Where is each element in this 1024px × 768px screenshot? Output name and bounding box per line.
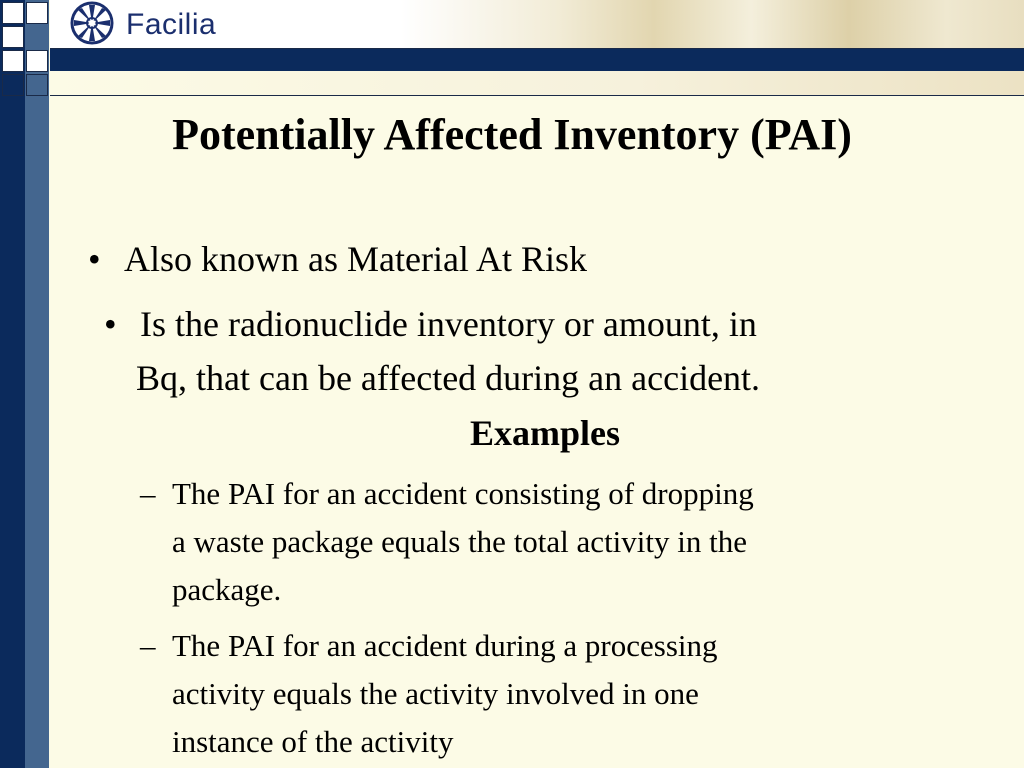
sub-bullet-item <box>140 622 960 766</box>
dash-marker: – <box>140 476 156 511</box>
bullet-item <box>88 232 587 286</box>
bullet-text: Also known as Material At Risk <box>124 239 587 279</box>
bullet-text-line: Bq, that can be affected during an accident. <box>136 358 761 398</box>
facilia-logo <box>62 2 216 48</box>
examples-heading: Examples <box>470 413 621 453</box>
left-stripe-light <box>25 0 49 768</box>
sub-bullet-line: instance of the activity <box>172 724 454 759</box>
decor-square <box>26 2 48 24</box>
header-navy-bar <box>50 49 1024 71</box>
sub-bullet-line: The PAI for an accident consisting of dropping <box>172 476 754 511</box>
dash-marker: – <box>140 628 156 663</box>
bullet-marker: • <box>104 304 117 344</box>
decor-square <box>26 74 48 96</box>
left-stripe-dark <box>0 0 25 768</box>
star-wheel-icon <box>62 0 122 51</box>
decor-square <box>2 74 24 96</box>
header-lower-band <box>50 71 1024 96</box>
bullet-item <box>104 297 964 405</box>
decor-square <box>2 26 24 48</box>
bullet-text-line: Is the radionuclide inventory or amount, in <box>140 304 757 344</box>
decor-square <box>2 50 24 72</box>
sub-bullet-line: a waste package equals the total activity in the <box>172 524 747 559</box>
logo-text: Facilia <box>126 8 217 41</box>
decor-square <box>2 2 24 24</box>
sub-bullet-item <box>140 470 960 614</box>
sub-bullet-line: package. <box>172 572 282 607</box>
slide-title: Potentially Affected Inventory (PAI) <box>172 110 852 159</box>
sub-bullet-line: The PAI for an accident during a processing <box>172 628 718 663</box>
decor-square <box>26 50 48 72</box>
bullet-marker: • <box>88 239 101 279</box>
sub-bullet-line: activity equals the activity involved in one <box>172 676 699 711</box>
